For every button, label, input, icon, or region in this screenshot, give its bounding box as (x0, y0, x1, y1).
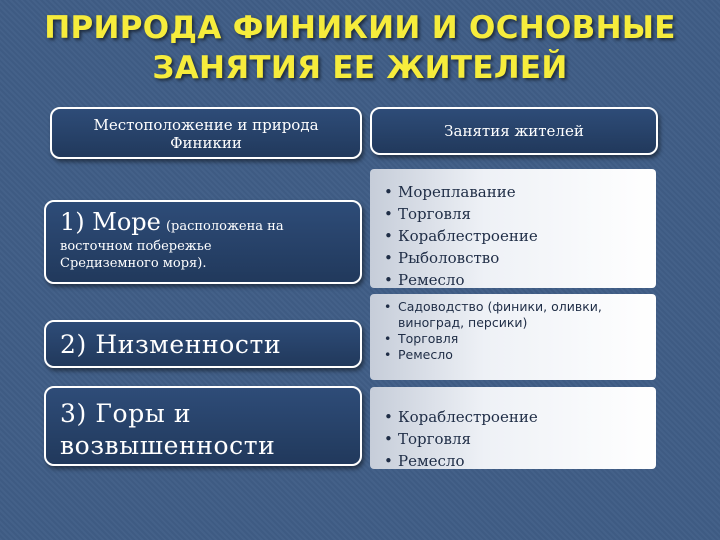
list-item: • Торговля (384, 428, 656, 450)
slide-title-line-2: ЗАНЯТИЯ ЕЕ ЖИТЕЛЕЙ (152, 50, 568, 86)
list-item-continuation: виноград, персики) (398, 315, 528, 330)
occupations-card-lowlands (370, 294, 656, 380)
header-location-line-1: Местоположение и природа (93, 116, 319, 134)
list-item-text: Садоводство (финики, оливки, (398, 299, 602, 314)
list-item: • Торговля (384, 203, 656, 225)
list-item: • Торговля (384, 331, 656, 347)
occupations-card-sea (370, 169, 656, 288)
list-item: • Ремесло (384, 269, 656, 291)
header-occupations (370, 107, 658, 155)
region-mountains-line-1: 3) Горы и (60, 399, 192, 428)
region-box-lowlands (44, 320, 362, 368)
list-item: • Рыболовство (384, 247, 656, 269)
slide-title (20, 8, 700, 88)
list-item (384, 299, 656, 331)
list-item: • Ремесло (384, 450, 656, 472)
region-sea-label: 1) Море (60, 208, 161, 236)
region-sea-desc-line-1: восточном побережье (60, 239, 212, 254)
list-item: • Мореплавание (384, 181, 656, 203)
region-box-sea (44, 200, 362, 284)
header-location-line-2: Финикии (170, 134, 242, 152)
list-item: • Кораблестроение (384, 406, 656, 428)
region-lowlands-label: 2) Низменности (60, 330, 282, 359)
region-mountains-line-2: возвышенности (60, 431, 276, 460)
header-occupations-label: Занятия жителей (444, 122, 584, 140)
slide-title-line-1: ПРИРОДА ФИНИКИИ И ОСНОВНЫЕ (44, 10, 676, 46)
region-sea-note: (расположена на (165, 219, 284, 234)
list-item: • Кораблестроение (384, 225, 656, 247)
list-item: • Ремесло (384, 347, 656, 363)
header-location-nature (50, 107, 362, 159)
region-sea-desc-line-2: Средиземного моря). (60, 256, 207, 271)
region-box-mountains (44, 386, 362, 466)
occupations-card-mountains (370, 387, 656, 469)
